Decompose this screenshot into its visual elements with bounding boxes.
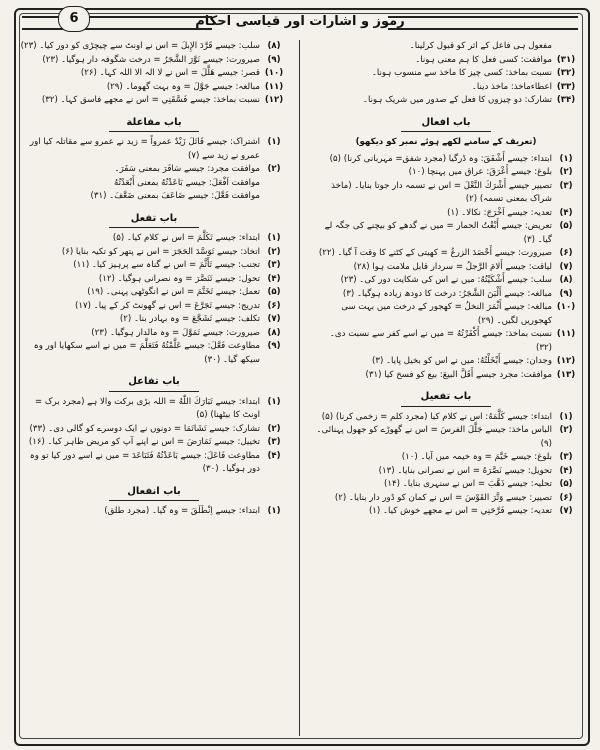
entry-text: وجدان: جیسے أَبْخَلْتُهُ: میں نے اس کو بخیل پایا۔ (۳) <box>371 356 552 366</box>
entry-number: (۷) <box>559 506 573 516</box>
entry-text: نسبت بماخذ: جیسے فَسَّقَنِي = اس نے مجھے فاسق کہا۔ (۳۲) <box>41 95 260 105</box>
entry-text: تشارک: جیسے تَشَاتَمَا = دونوں نے ایک دوسرے کو گالی دی۔ (۳۳) <box>29 423 260 434</box>
chapter-heading <box>20 116 288 133</box>
numbered-entry <box>312 424 580 451</box>
entry-text: اتخاذ: جیسے تَوَسَّدَ الحَجَرَ = اس نے پتھر کو تکیہ بنایا (۶) <box>61 246 260 257</box>
chapter-title: باب تفعیل <box>420 391 472 402</box>
entry-text: نسبت بماخذ: کسی چیز کا ماخذ سے منسوب ہونا۔ <box>371 68 552 78</box>
chapter-underline <box>109 131 199 132</box>
entry-text: الباس ماخذ: جیسے جَلَّلَ الفرسَ = اس نے گھوڑے کو جھول پہنائی۔ (۹) <box>316 425 552 449</box>
entry-text: صیرورت: جیسے نَوَّرَ الشَّجَرُ = درخت شگوفہ دار ہوگیا۔ (۲۳) <box>42 54 260 65</box>
numbered-entry <box>312 166 580 180</box>
entry-number: (۲) <box>267 164 281 174</box>
entry-number: (۲) <box>267 246 281 257</box>
entry-number: (۲) <box>559 425 573 435</box>
numbered-entry <box>312 220 580 247</box>
numbered-entry <box>20 300 288 314</box>
chapter-underline <box>401 406 491 407</box>
entry-number: (۱) <box>267 233 281 243</box>
numbered-entry <box>20 246 288 260</box>
entry-number: (۵) <box>267 287 281 297</box>
chapter-heading <box>20 212 288 229</box>
entry-number: (۴) <box>267 450 281 461</box>
numbered-entry <box>20 40 288 54</box>
entry-text: موافقت: مجرد جیسے أَقَلَّ البیعَ: بیع کو فسخ کیا (۳۱) <box>365 369 552 380</box>
numbered-entry <box>312 207 580 221</box>
numbered-entry <box>312 355 580 369</box>
entry-number: (۳۴) <box>556 95 576 105</box>
entry-number: (۱۲) <box>264 95 284 105</box>
entry-number: (۱۰) <box>264 68 284 78</box>
numbered-entry <box>312 328 580 355</box>
numbered-entry <box>20 67 288 81</box>
entry-number: (۸) <box>267 41 281 51</box>
text-line: موافقت اَفْعَلَ: جیسے بَاعَدْتُهُ بمعنی أَبْعَدْتُهُ <box>114 177 260 188</box>
numbered-entry <box>20 259 288 273</box>
entry-number: (۷) <box>267 314 281 324</box>
numbered-entry <box>20 436 288 450</box>
entry-text: اشتراک: جیسے قَاتَلَ زَيْدٌ عمرواً = زید نے عمرو سے مقاتلہ کیا اور عمرو نے زید سے (۷) <box>29 137 260 161</box>
entry-number: (۳) <box>267 260 281 270</box>
numbered-entry <box>20 163 288 177</box>
page-number: 6 <box>58 6 90 32</box>
numbered-entry <box>20 327 288 341</box>
entry-number: (۴) <box>267 273 281 284</box>
chapter-title: باب تفعل <box>130 212 178 224</box>
right-column <box>312 40 580 736</box>
entry-number: (۶) <box>559 492 573 503</box>
chapter-heading <box>20 485 288 502</box>
entry-text: تعدیہ: جیسے فَرَّحَنِي = اس نے مجھے خوش کیا۔ (۱) <box>368 506 552 516</box>
numbered-entry <box>20 136 288 163</box>
numbered-entry <box>20 232 288 246</box>
entry-number: (۹) <box>267 54 281 65</box>
entry-number: (۸) <box>559 275 573 285</box>
entry-text: صیرورت: جیسے تَمَوَّلَ = وہ مالدار ہوگیا۔ (۲۳) <box>91 327 260 338</box>
entry-text: ابتداء: جیسے تَبَارَكَ اللّٰهُ = اللہ بڑی برکت والا ہے (مجرد برک = اونٹ کا بیٹھنا) (۵) <box>34 396 260 420</box>
left-column <box>20 40 288 736</box>
entry-text: تحول: جیسے تَنَصَّرَ = وہ نصرانی ہوگیا۔ (۱۲) <box>98 273 260 284</box>
entry-number: (۱) <box>559 153 573 164</box>
entry-text: تجنب: جیسے تَأَثَّمَ = اس نے گناہ سے پرہیز کیا۔ (۱۱) <box>73 260 260 270</box>
chapter-underline <box>109 500 199 501</box>
header-ornament-right <box>388 16 578 30</box>
entry-text: تصییر: جیسے وَتَّرَ القَوْسَ = اس نے کمان کو ڈور دار بنایا۔ (۲) <box>334 492 552 503</box>
entry-text: تشارک: دو چیزوں کا فعل کے صدور میں شریک ہونا۔ <box>362 95 552 105</box>
entry-text: بلوغ: جیسے خَيَّمَ = وہ خیمہ میں آیا۔ (۱۰) <box>401 452 552 462</box>
entry-text: اعطاءماخذ: ماخذ دینا۔ <box>471 81 552 92</box>
entry-text: نسبت بماخذ: جیسے أَكْفَرْتُهُ = میں نے اسے کفر سے نسبت دی۔ (۳۲) <box>329 329 552 353</box>
entry-number: (۱) <box>267 137 281 147</box>
entry-text: موافقت مجرد: جیسے سَافَرَ بمعنی سَفَرَ۔ <box>114 164 260 174</box>
entry-text: تخییل: جیسے تَمَارَضَ = اس نے اپنے آپ کو مریض ظاہر کیا۔ (۱۶) <box>28 437 260 447</box>
numbered-entry <box>312 153 580 167</box>
entry-text: ابتداء: جیسے اِنْطَلَقَ = وہ گیا۔ (مجرد طلق) <box>104 506 260 516</box>
numbered-entry <box>312 369 580 383</box>
numbered-entry <box>312 288 580 302</box>
entry-number: (۹) <box>267 341 281 351</box>
entry-text: مبالغہ: جیسے أَثْمَرَ النخلُ = کھجور کے درخت میں بہت سی کھجوریں لگیں۔ (۲۹) <box>341 302 552 326</box>
chapter-title: باب انفعال <box>127 485 181 497</box>
entry-number: (۳) <box>267 437 281 447</box>
entry-text: تصییر جیسے أَشْرَكَ النَّعْلَ = اس نے تسمہ دار جوتا بنایا۔ (ماخذ شراک بمعنی تسمہ) (۲) <box>331 180 552 204</box>
numbered-entry <box>20 505 288 519</box>
entry-number: (۱۰) <box>556 302 576 312</box>
header-ornament-left <box>22 16 212 30</box>
entry-text: قصر: جیسے هَلَّلَ = اس نے لا الہ الا اللہ کہا۔ (۲۶) <box>80 68 260 78</box>
entry-number: (۷) <box>559 261 573 272</box>
entry-text: تکلف: جیسے تَشَجَّعَ = وہ بہادر بنا۔ (۲) <box>119 314 260 324</box>
numbered-entry <box>20 423 288 437</box>
chapter-underline <box>109 391 199 392</box>
entry-number: (۱) <box>267 396 281 407</box>
chapter-note: (تعریف کے سامنے لکھے ہوئے نمبر کو دیکھو) <box>355 137 537 147</box>
entry-number: (۱) <box>559 411 573 422</box>
entry-text: سلب: جیسے أَشْكَيْتُهُ: میں نے اس کی شکایت دور کی۔ (۲۳) <box>340 275 552 285</box>
entry-text: مبالغہ: جیسے أَلْبَنَ الشَّجَرُ: درخت کا دودھ زیادہ ہوگیا۔ (۳) <box>342 288 552 299</box>
entry-number: (۶) <box>559 248 573 258</box>
numbered-entry <box>20 340 288 367</box>
numbered-entry <box>20 94 288 108</box>
entry-text: تدریج: جیسے تَجَرَّعَ = اس نے گھونٹ کر کے پیا۔ (۱۷) <box>75 300 260 311</box>
entry-text: ابتداء: جیسے أَشْفَقَ: وہ ڈرگیا (مجرد شفق= مہربانی کرنا) (۵) <box>329 153 552 164</box>
numbered-entry <box>20 450 288 477</box>
entry-text: مطاوعت فَاعَلَ: جیسے بَاعَدْتُهُ فَتَبَاعَدَ = میں نے اسے دور کیا تو وہ دور ہوگیا۔ (۳۰) <box>29 450 260 474</box>
entry-text: ابتداء: جیسے كَلَّمَهُ: اس نے کلام کیا (مجرد کلم = زخمی کرنا) (۵) <box>321 411 552 422</box>
entry-number: (۵) <box>559 479 573 489</box>
numbered-entry <box>312 274 580 288</box>
entry-number: (۳) <box>559 452 573 462</box>
entry-text: صیرورت: جیسے أَحْصَدَ الزرعُ = کھیتی کے کٹنے کا وقت آ گیا۔ (۲۲) <box>318 248 552 258</box>
entry-text: تحویل: جیسے نَصَّرَهُ = اس نے نصرانی بنایا۔ (۱۳) <box>378 465 552 476</box>
entry-number: (۲) <box>559 167 573 177</box>
entry-text: تحلیہ: جیسے ذَهَّبَ = اس نے سنہری بنایا۔ (۱۴) <box>384 479 552 489</box>
entry-number: (۸) <box>267 327 281 338</box>
numbered-entry <box>312 478 580 492</box>
entry-number: (۱۱) <box>556 329 576 339</box>
entry-number: (۹) <box>559 288 573 299</box>
entry-number: (۴) <box>559 207 573 218</box>
numbered-entry <box>312 247 580 261</box>
numbered-entry <box>312 465 580 479</box>
numbered-entry <box>20 81 288 95</box>
entry-number: (۳۳) <box>556 81 576 92</box>
numbered-entry <box>312 492 580 506</box>
numbered-entry <box>20 396 288 423</box>
chapter-heading <box>312 116 580 133</box>
entry-text: موافقت: کسی فعل کا ہم معنی ہونا۔ <box>415 54 552 65</box>
entry-number: (۵) <box>559 221 573 231</box>
entry-number: (۱۲) <box>556 356 576 366</box>
numbered-entry <box>20 313 288 327</box>
page-title: رموز و اشارات اور قیاسی احکام <box>187 14 412 29</box>
column-divider <box>299 40 301 736</box>
entry-text: تعمل: جیسے تَخَتَّمَ = اس نے انگوٹھی پہنی۔ (۱۹) <box>87 287 260 297</box>
entry-text: ابتداء: جیسے تَكَلَّمَ = اس نے کلام کیا۔ (۵) <box>112 233 260 243</box>
entry-number: (۳) <box>559 180 573 191</box>
numbered-entry <box>312 54 580 68</box>
entry-number: (۴) <box>559 465 573 476</box>
numbered-entry <box>312 451 580 465</box>
entry-number: (۱۳) <box>556 369 576 380</box>
numbered-entry <box>312 505 580 519</box>
chapter-title: باب افعال <box>421 116 471 128</box>
entry-text: سلب: جیسے قَرَّدَ الإِبلَ = اس نے اونٹ سے چیچڑی کو دور کیا۔ (۲۳) <box>20 41 260 51</box>
entry-number: (۳۱) <box>556 54 576 65</box>
entry-number: (۱) <box>267 506 281 516</box>
numbered-entry <box>312 81 580 95</box>
entry-number: (۲) <box>267 423 281 434</box>
text-line: مفعول ہی فاعل کے اثر کو قبول کرلینا۔ <box>409 41 552 51</box>
numbered-entry <box>20 273 288 287</box>
numbered-entry <box>20 286 288 300</box>
entry-text: بلوغ: جیسے أَعْرَقَ: عراق میں پہنچا (۱۰) <box>408 167 552 177</box>
entry-text: مطاوعت فَعَّلَ: جیسے عَلَّمْتُهُ فَتَعَلَّمَ = میں نے اسے سکھایا اور وہ سیکھ گیا۔ (۳۰) <box>33 341 260 365</box>
entry-number: (۱۱) <box>264 81 284 92</box>
entry-text: تعریض: جیسے أَبْعْتُ الحمار = میں نے گدھے کو بیچنے کی جگہ لے گیا۔ (۳) <box>324 221 552 245</box>
entry-text: تعدیہ: جیسے اَخْرَجَ: نکالا۔ (۱) <box>447 207 552 218</box>
entry-number: (۶) <box>267 300 281 311</box>
numbered-entry <box>312 67 580 81</box>
page-header <box>22 6 578 36</box>
entry-text: لیاقت: جیسے أَلامَ الرَّجلُ = سردار قابل ملامت ہوا (۲۸) <box>353 261 552 272</box>
entry-text: مبالغہ: جیسے جَوَّلَ = وہ بہت گھوما۔ (۲۹) <box>106 81 260 92</box>
numbered-entry <box>312 261 580 275</box>
text-line: موافقت فَعَّلَ: جیسے ضَاعَفَ بمعنی ضَعَّفَ۔ (۳۱) <box>90 191 260 201</box>
numbered-entry <box>312 94 580 108</box>
chapter-title: باب تفاعل <box>128 376 180 387</box>
numbered-entry <box>20 54 288 68</box>
chapter-heading <box>20 375 288 392</box>
numbered-entry <box>312 411 580 425</box>
chapter-title: باب مفاعلة <box>126 116 182 128</box>
chapter-underline <box>401 131 491 132</box>
numbered-entry <box>312 301 580 328</box>
chapter-underline <box>109 227 199 228</box>
numbered-entry <box>312 180 580 207</box>
chapter-heading <box>312 390 580 407</box>
entry-number: (۳۲) <box>556 68 576 78</box>
